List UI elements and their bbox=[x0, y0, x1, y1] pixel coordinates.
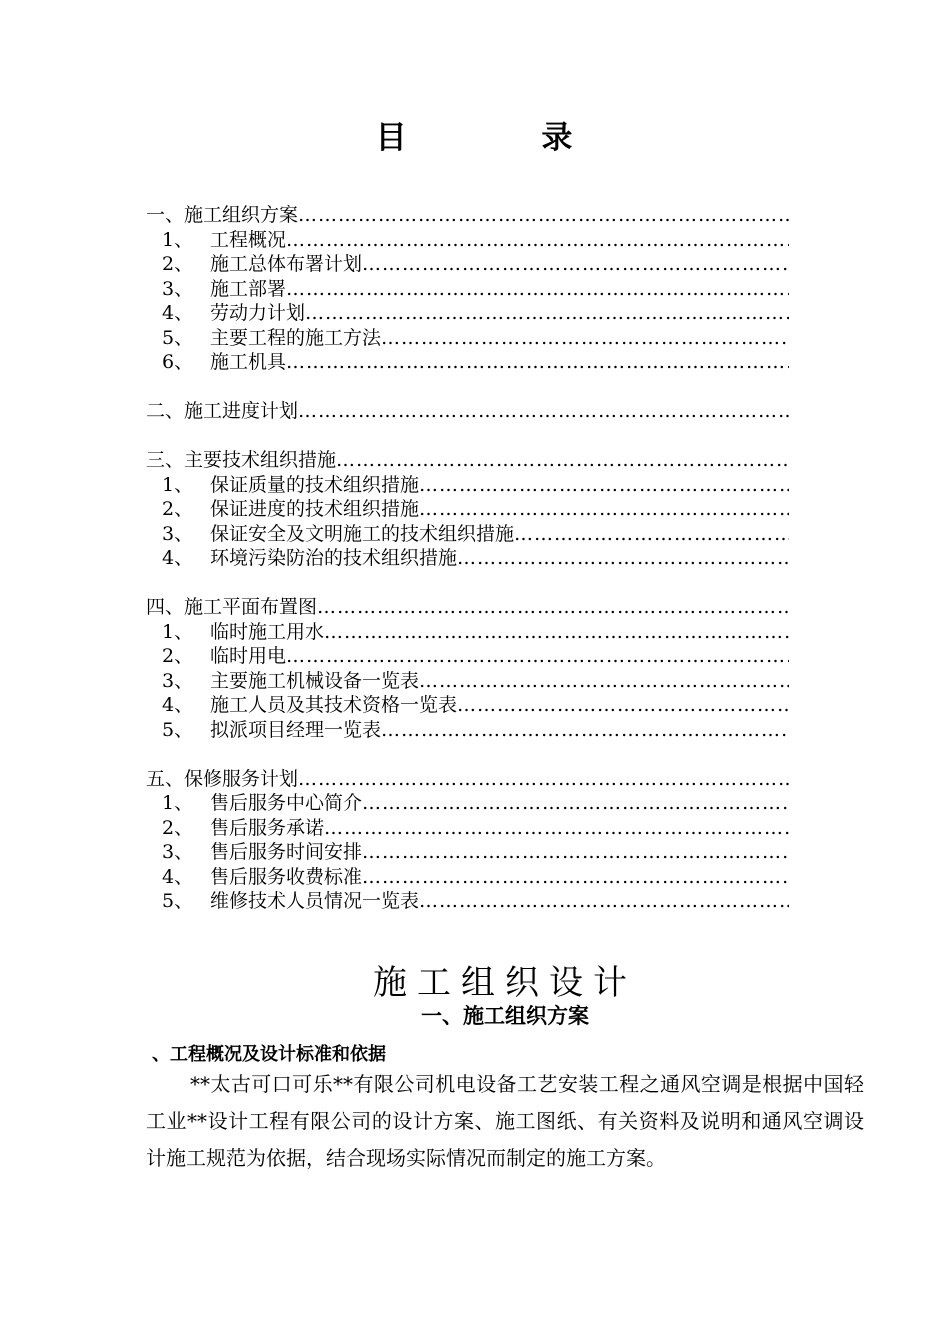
toc-section bbox=[146, 399, 806, 424]
toc-dot-leader bbox=[298, 399, 789, 424]
toc-item[interactable] bbox=[146, 791, 789, 816]
toc-section-label: 二、施工进度计划 bbox=[146, 400, 299, 422]
toc-item-label: 主要工程的施工方法 bbox=[210, 326, 382, 349]
toc-dot-leader bbox=[324, 620, 789, 645]
toc-item-label: 施工总体布署计划 bbox=[210, 253, 363, 275]
toc-dot-leader bbox=[324, 816, 789, 841]
toc-dot-leader bbox=[298, 767, 789, 792]
toc-dot-leader bbox=[298, 203, 789, 228]
toc-item-label: 劳动力计划 bbox=[210, 302, 306, 324]
toc-dot-leader bbox=[514, 522, 789, 547]
toc-item-label: 工程概况 bbox=[210, 228, 287, 251]
toc-item-number: 5、 bbox=[162, 890, 194, 912]
document-title: 施工组织设计 bbox=[373, 963, 637, 1003]
toc-item-number: 3、 bbox=[162, 841, 194, 863]
toc-item-label: 主要施工机械设备一览表 bbox=[210, 669, 420, 692]
toc-item[interactable] bbox=[146, 840, 789, 865]
toc-dot-leader bbox=[305, 301, 789, 326]
toc-item[interactable] bbox=[146, 522, 789, 547]
toc-item[interactable] bbox=[146, 546, 789, 571]
toc-item-label: 环境污染防治的技术组织措施 bbox=[210, 547, 458, 569]
toc-item-label: 售后服务中心简介 bbox=[210, 792, 363, 814]
toc-dot-leader bbox=[336, 448, 789, 473]
toc-item[interactable] bbox=[146, 693, 789, 718]
toc-section bbox=[146, 203, 806, 375]
toc-dot-leader bbox=[362, 252, 789, 277]
toc-item-number: 4、 bbox=[162, 865, 194, 888]
toc-item[interactable] bbox=[146, 889, 789, 914]
toc-item-number: 5、 bbox=[162, 326, 194, 349]
toc-item-label: 施工人员及其技术资格一览表 bbox=[210, 694, 458, 716]
toc-item[interactable] bbox=[146, 277, 789, 302]
toc-dot-leader bbox=[457, 546, 789, 571]
toc-section-heading[interactable] bbox=[146, 767, 789, 792]
toc-item-number: 1、 bbox=[162, 792, 194, 814]
toc-dot-leader bbox=[362, 865, 789, 890]
toc-item-label: 保证进度的技术组织措施 bbox=[210, 498, 420, 520]
toc-section-heading[interactable] bbox=[146, 399, 789, 424]
toc-item-label: 施工机具 bbox=[210, 351, 287, 373]
toc-dot-leader bbox=[362, 791, 789, 816]
toc-dot-leader bbox=[419, 669, 789, 694]
toc-section bbox=[146, 767, 806, 914]
toc-dot-leader bbox=[362, 840, 789, 865]
table-of-contents bbox=[146, 203, 806, 938]
body-paragraph: **太古可口可乐**有限公司机电设备工艺安装工程之通风空调是根据中国轻工业**设计工程有限公司的设计方案、施工图纸、有关资料及说明和通风空调设计施工规范为依据，结合现场实际情况而制定的施工方案。 bbox=[146, 1072, 864, 1170]
toc-item-label: 保证安全及文明施工的技术组织措施 bbox=[210, 522, 515, 545]
toc-item[interactable] bbox=[146, 816, 789, 841]
toc-item-number: 2、 bbox=[162, 498, 194, 520]
toc-item-number: 6、 bbox=[162, 351, 194, 373]
toc-item-label: 售后服务时间安排 bbox=[210, 841, 363, 863]
toc-item-number: 4、 bbox=[162, 302, 194, 324]
toc-item-label: 售后服务收费标准 bbox=[210, 865, 363, 888]
toc-dot-leader bbox=[286, 277, 789, 302]
toc-item[interactable] bbox=[146, 326, 789, 351]
toc-item-number: 4、 bbox=[162, 694, 194, 716]
toc-dot-leader bbox=[419, 497, 789, 522]
toc-title: 目 录 bbox=[375, 120, 635, 156]
toc-item-number: 5、 bbox=[162, 718, 194, 741]
toc-item-label: 临时用电 bbox=[210, 645, 287, 667]
toc-item[interactable] bbox=[146, 865, 789, 890]
toc-item-number: 1、 bbox=[162, 228, 194, 251]
toc-item-number: 4、 bbox=[162, 547, 194, 569]
toc-dot-leader bbox=[381, 326, 789, 351]
toc-section-label: 四、施工平面布置图 bbox=[146, 596, 318, 618]
toc-item[interactable] bbox=[146, 350, 789, 375]
toc-item-number: 2、 bbox=[162, 645, 194, 667]
toc-item[interactable] bbox=[146, 620, 789, 645]
toc-item[interactable] bbox=[146, 228, 789, 253]
toc-section-label: 五、保修服务计划 bbox=[146, 767, 299, 790]
toc-section-label: 三、主要技术组织措施 bbox=[146, 449, 337, 471]
toc-section-heading[interactable] bbox=[146, 203, 789, 228]
toc-section bbox=[146, 595, 806, 742]
toc-item-number: 2、 bbox=[162, 253, 194, 275]
toc-item-label: 拟派项目经理一览表 bbox=[210, 718, 382, 741]
toc-section-heading[interactable] bbox=[146, 448, 789, 473]
toc-item[interactable] bbox=[146, 669, 789, 694]
toc-item-label: 售后服务承诺 bbox=[210, 816, 325, 839]
toc-dot-leader bbox=[286, 228, 789, 253]
toc-item-label: 临时施工用水 bbox=[210, 620, 325, 643]
toc-item-label: 维修技术人员情况一览表 bbox=[210, 890, 420, 912]
toc-dot-leader bbox=[419, 889, 789, 914]
toc-item-number: 2、 bbox=[162, 816, 194, 839]
toc-item-number: 1、 bbox=[162, 620, 194, 643]
toc-item[interactable] bbox=[146, 252, 789, 277]
toc-section-label: 一、施工组织方案 bbox=[146, 204, 299, 226]
toc-item-label: 保证质量的技术组织措施 bbox=[210, 473, 420, 496]
toc-item[interactable] bbox=[146, 497, 789, 522]
toc-dot-leader bbox=[419, 473, 789, 498]
toc-item[interactable] bbox=[146, 473, 789, 498]
toc-dot-leader bbox=[457, 693, 789, 718]
section-heading: 一、施工组织方案 bbox=[421, 1004, 589, 1028]
toc-item[interactable] bbox=[146, 718, 789, 743]
toc-item-number: 1、 bbox=[162, 473, 194, 496]
toc-section bbox=[146, 448, 806, 571]
toc-dot-leader bbox=[286, 350, 789, 375]
toc-item[interactable] bbox=[146, 301, 789, 326]
toc-item-number: 3、 bbox=[162, 277, 194, 300]
toc-item-number: 3、 bbox=[162, 669, 194, 692]
toc-dot-leader bbox=[286, 644, 789, 669]
toc-item[interactable] bbox=[146, 644, 789, 669]
toc-dot-leader bbox=[381, 718, 789, 743]
toc-section-heading[interactable] bbox=[146, 595, 789, 620]
sub-heading: 、工程概况及设计标准和依据 bbox=[152, 1044, 386, 1065]
toc-dot-leader bbox=[317, 595, 789, 620]
toc-item-label: 施工部署 bbox=[210, 277, 287, 300]
toc-item-number: 3、 bbox=[162, 522, 194, 545]
